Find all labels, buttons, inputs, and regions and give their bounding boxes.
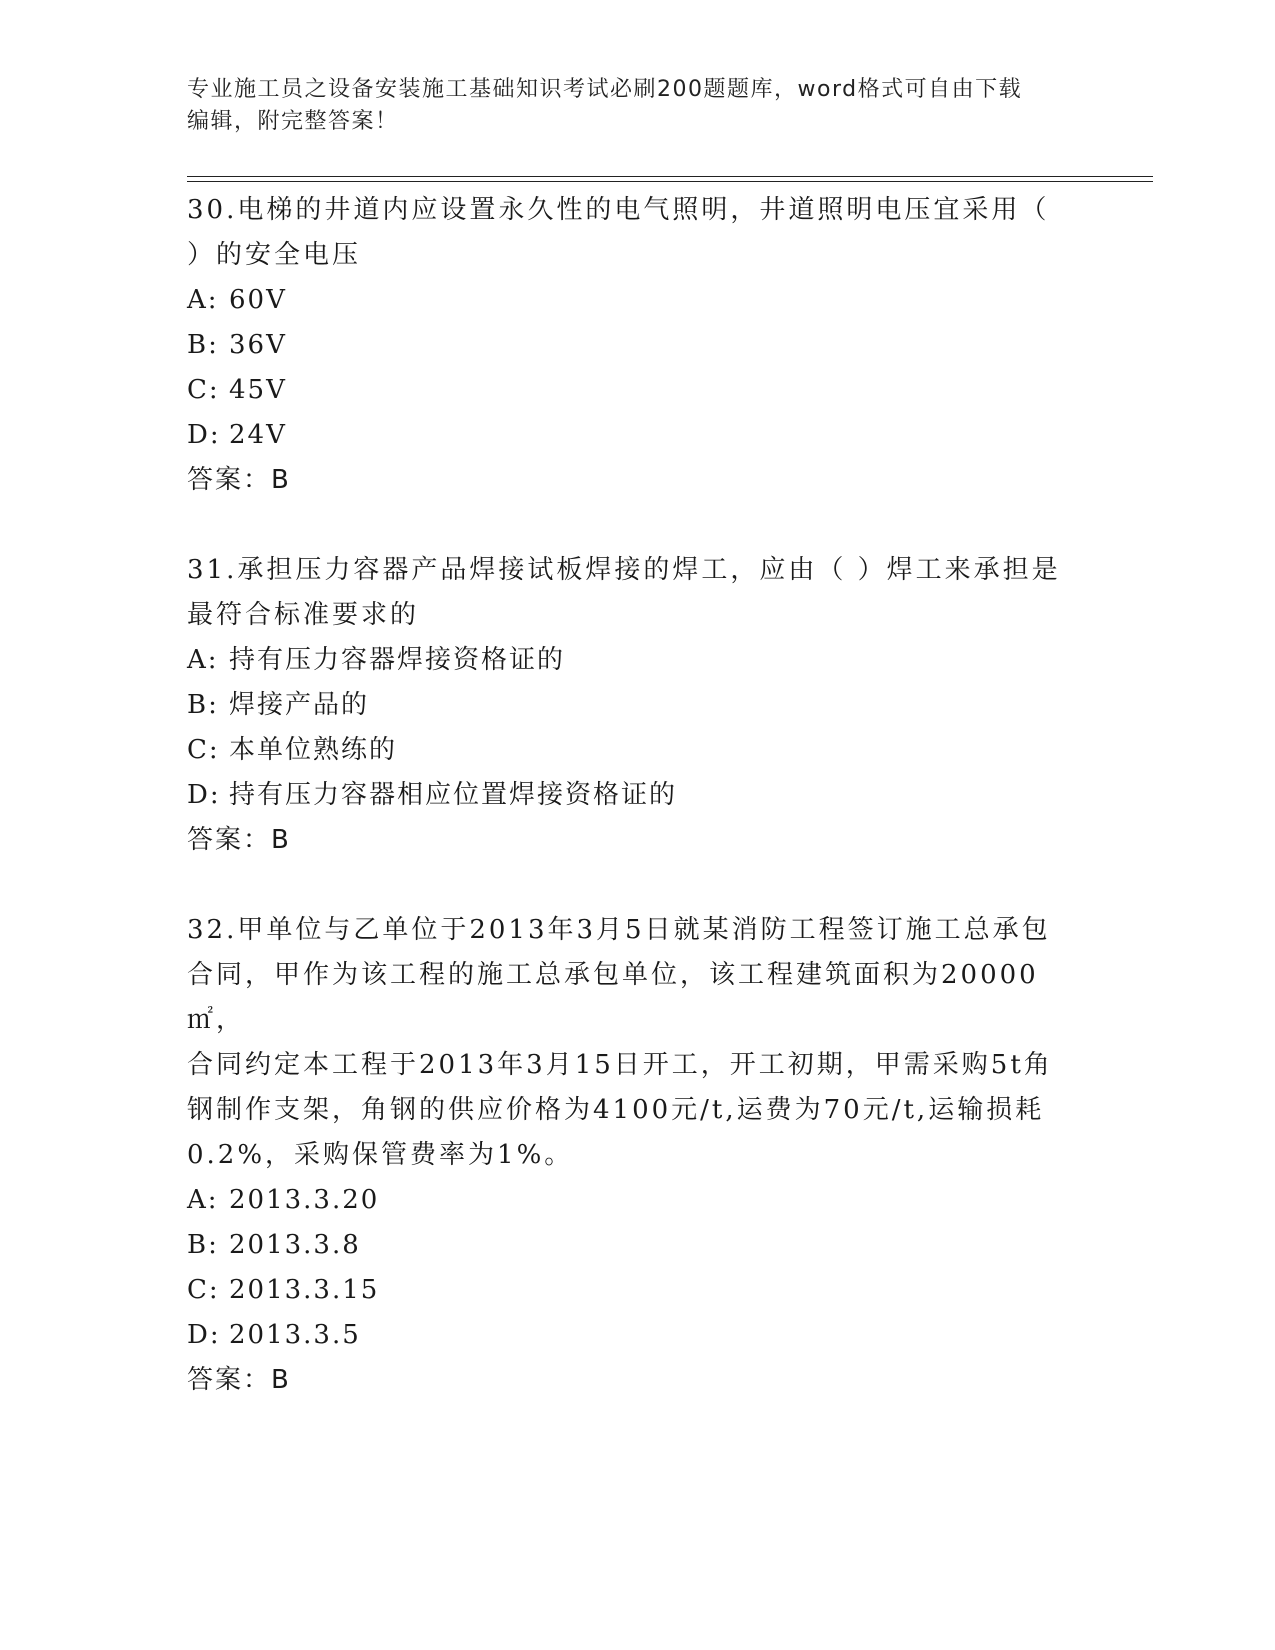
question-spacer — [187, 863, 1067, 908]
question-text-line: ）的安全电压 — [187, 240, 362, 270]
question-31 — [187, 548, 1067, 863]
option-label: D: — [187, 780, 221, 810]
option-text: 持有压力容器焊接资格证的 — [229, 645, 566, 675]
option-a — [187, 638, 1067, 683]
question-text-line: 合同，甲作为该工程的施工总承包单位，该工程建筑面积为20000㎡， — [187, 960, 1039, 1035]
option-c — [187, 728, 1067, 773]
option-label: D: — [187, 420, 221, 450]
answer-text: 答案：B — [187, 825, 291, 855]
option-d — [187, 1313, 1067, 1358]
option-label: A: — [187, 645, 219, 675]
option-text: 持有压力容器相应位置焊接资格证的 — [229, 780, 678, 810]
option-text: 2013.3.20 — [229, 1185, 380, 1215]
header-divider-top — [187, 176, 1153, 177]
option-d — [187, 413, 1067, 458]
option-d — [187, 773, 1067, 818]
option-a — [187, 1178, 1067, 1223]
answer-text: 答案：B — [187, 465, 291, 495]
option-label: B: — [187, 330, 219, 360]
option-text: 本单位熟练的 — [229, 735, 398, 765]
document-header — [187, 74, 1067, 138]
option-label: C: — [187, 1275, 220, 1305]
header-divider-bottom — [187, 181, 1153, 182]
option-c — [187, 1268, 1067, 1313]
question-text-line: 最符合标准要求的 — [187, 600, 420, 630]
option-text: 24V — [229, 420, 287, 450]
question-text-line: 合同约定本工程于2013年3月15日开工，开工初期，甲需采购5t角 — [187, 1050, 1053, 1080]
question-30 — [187, 188, 1067, 503]
option-text: 60V — [229, 285, 287, 315]
option-b — [187, 323, 1067, 368]
option-text: 2013.3.5 — [229, 1320, 361, 1350]
option-text: 36V — [229, 330, 287, 360]
answer-text: 答案：B — [187, 1365, 291, 1395]
option-text: 焊接产品的 — [229, 690, 370, 720]
question-text-line: 30.电梯的井道内应设置永久性的电气照明，井道照明电压宜采用（ — [187, 195, 1050, 225]
option-b — [187, 1223, 1067, 1268]
option-label: A: — [187, 1185, 219, 1215]
question-spacer — [187, 503, 1067, 548]
option-text: 2013.3.8 — [229, 1230, 361, 1260]
option-text: 45V — [229, 375, 287, 405]
option-a — [187, 278, 1067, 323]
header-line-2: 编辑，附完整答案！ — [187, 109, 399, 134]
question-32 — [187, 908, 1067, 1403]
option-c — [187, 368, 1067, 413]
option-text: 2013.3.15 — [229, 1275, 380, 1305]
question-text-line: 0.2%，采购保管费率为1%。 — [187, 1140, 574, 1170]
option-label: B: — [187, 1230, 219, 1260]
question-text-line: 32.甲单位与乙单位于2013年3月5日就某消防工程签订施工总承包 — [187, 915, 1051, 945]
question-text-line: 31.承担压力容器产品焊接试板焊接的焊工，应由（ ）焊工来承担是 — [187, 555, 1061, 585]
option-label: D: — [187, 1320, 221, 1350]
header-line-1: 专业施工员之设备安装施工基础知识考试必刷200题题库，word格式可自由下载 — [187, 77, 1023, 102]
option-label: C: — [187, 735, 220, 765]
question-text-line: 钢制作支架，角钢的供应价格为4100元/t,运费为70元/t,运输损耗 — [187, 1095, 1045, 1125]
option-label: C: — [187, 375, 220, 405]
option-label: A: — [187, 285, 219, 315]
option-label: B: — [187, 690, 219, 720]
question-list — [187, 188, 1067, 1403]
option-b — [187, 683, 1067, 728]
